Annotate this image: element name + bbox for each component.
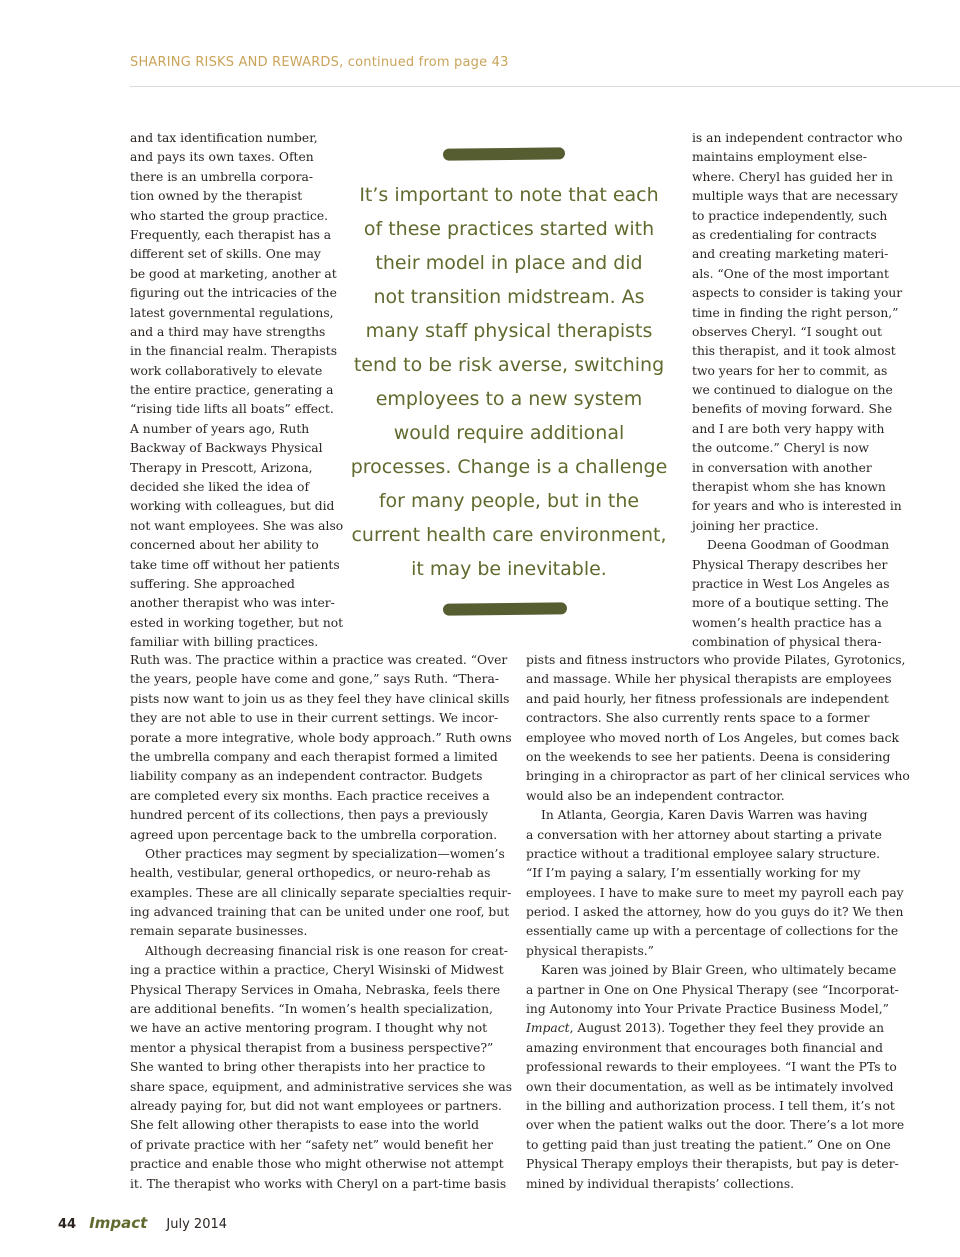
body-text-line: in the financial realm. Therapists	[130, 344, 338, 359]
body-text-line: for years and who is interested in	[692, 499, 902, 514]
body-text-line: Physical Therapy describes her	[692, 557, 888, 572]
body-text-line: Physical Therapy Services in Omaha, Nebraska, feels there	[130, 982, 501, 997]
body-text-line: already paying for, but did not want employees or partners.	[130, 1098, 502, 1113]
header-title: SHARING RISKS AND REWARDS,	[130, 55, 344, 70]
pull-quote-line: it may be inevitable.	[411, 558, 607, 580]
body-text-line: She wanted to bring other therapists into her practice to	[130, 1060, 486, 1075]
body-text-line: benefits of moving forward. She	[692, 402, 893, 417]
issue-date: July 2014	[166, 1217, 228, 1232]
pull-quote	[344, 178, 674, 586]
body-text-line: and massage. While her physical therapists are employees	[526, 672, 892, 687]
body-text-line: concerned about her ability to	[130, 538, 319, 553]
body-text-line: decided she liked the idea of	[130, 480, 310, 495]
body-text-line: multiple ways that are necessary	[692, 189, 898, 204]
body-text-line: observes Cheryl. “I sought out	[692, 324, 882, 339]
body-text-line: as credentialing for contracts	[692, 227, 877, 242]
body-text-line: health, vestibular, general orthopedics, or neuro-rehab as	[130, 866, 491, 881]
body-text-line: two years for her to commit, as	[692, 363, 888, 378]
pull-quote-line: of these practices started with	[363, 218, 655, 240]
body-text-line: another therapist who was inter-	[130, 596, 335, 611]
body-text-line: and a third may have strengths	[130, 324, 326, 339]
body-text-line: practice in West Los Angeles as	[692, 576, 890, 591]
header-continued: continued from page 43	[347, 55, 509, 70]
body-text-line: where. Cheryl has guided her in	[692, 169, 893, 184]
pull-quote-brush-top	[443, 147, 565, 160]
body-text-line: latest governmental regulations,	[130, 305, 334, 320]
body-text-line: and paid hourly, her fitness professionals are independent	[526, 691, 889, 706]
body-text-line: and tax identification number,	[130, 131, 318, 145]
body-text-line: on the weekends to see her patients. Deena is considering	[526, 749, 891, 764]
body-text-line: amazing environment that encourages both financial and	[526, 1040, 883, 1055]
body-text-line: ing Autonomy into Your Private Practice Business Model,”	[526, 1002, 889, 1017]
body-text-line: remain separate businesses.	[130, 924, 308, 939]
pull-quote-line: processes. Change is a challenge	[350, 456, 668, 478]
body-text-line: Deena Goodman of Goodman	[707, 538, 890, 553]
page-footer	[58, 1213, 227, 1232]
body-text-line: ing advanced training that can be united under one roof, but	[130, 905, 510, 920]
body-text-line: over when the patient walks out the door. There’s a lot more	[526, 1118, 905, 1133]
body-text-line: combination of physical thera-	[692, 635, 882, 650]
body-text-line: we continued to dialogue on the	[692, 383, 893, 398]
body-text-line: employee who moved north of Los Angeles, but comes back	[526, 730, 899, 745]
body-text-line: and I are both very happy with	[692, 421, 885, 436]
body-text-line: and pays its own taxes. Often	[130, 150, 314, 165]
body-text-line: the outcome.” Cheryl is now	[692, 441, 869, 456]
body-text-line: suffering. She approached	[130, 576, 295, 591]
body-text-line: liability company as an independent contractor. Budgets	[130, 769, 483, 784]
column-right-bottom	[526, 651, 910, 1194]
body-text-line: women’s health practice has a	[692, 615, 882, 630]
body-text-line: She felt allowing other therapists to ease into the world	[130, 1118, 479, 1133]
pull-quote-line: It’s important to note that each	[359, 184, 659, 206]
pull-quote-brush-bottom	[443, 602, 567, 615]
body-text-line: are additional benefits. “In women’s health specialization,	[130, 1002, 493, 1017]
body-text-line: tion owned by the therapist	[130, 189, 303, 204]
body-text-line: joining her practice.	[692, 518, 819, 533]
body-text-line: be good at marketing, another at	[130, 266, 337, 281]
pull-quote-line: their model in place and did	[375, 252, 643, 274]
body-text-line: the umbrella company and each therapist formed a limited	[130, 749, 498, 764]
body-text-line: are completed every six months. Each practice receives a	[130, 788, 490, 803]
body-text-line: als. “One of the most important	[692, 266, 889, 281]
body-text-line: period. I asked the attorney, how do you guys do it? We then	[526, 905, 904, 920]
pull-quote-line: current health care environment,	[351, 524, 667, 546]
body-text-line: we have an active mentoring program. I thought why not	[130, 1021, 488, 1036]
body-text-line: pists and fitness instructors who provide Pilates, Gyrotonics,	[526, 653, 906, 667]
body-text-line: to getting paid than just treating the patient.” One on One	[526, 1137, 891, 1152]
column-left-top	[130, 129, 343, 653]
body-text-line: aspects to consider is taking your	[692, 286, 903, 301]
body-text-line: “rising tide lifts all boats” effect.	[130, 402, 334, 417]
body-text-line: a partner in One on One Physical Therapy (see “Incorporat-	[526, 982, 899, 997]
body-text-line: mined by individual therapists’ collections.	[526, 1176, 795, 1191]
body-text-line: who started the group practice.	[130, 208, 329, 223]
body-text-line: ested in working together, but not	[130, 615, 344, 630]
body-text-line: Ruth was. The practice within a practice was created. “Over	[130, 653, 508, 667]
body-text-line: practice without a traditional employee salary structure.	[526, 846, 881, 861]
pull-quote-line: not transition midstream. As	[373, 286, 645, 308]
body-text-line: Backway of Backways Physical	[130, 441, 323, 456]
body-text-line: ing a practice within a practice, Cheryl Wisinski of Midwest	[130, 963, 504, 978]
body-text-line: contractors. She also currently rents space to a former	[526, 711, 870, 726]
body-text-line: to practice independently, such	[692, 208, 888, 223]
body-text-line: take time off without her patients	[130, 557, 340, 572]
pull-quote-line: for many people, but in the	[378, 490, 640, 512]
body-text-line: A number of years ago, Ruth	[130, 421, 310, 436]
pull-quote-line: employees to a new system	[375, 388, 643, 410]
body-text-line: physical therapists.”	[526, 943, 654, 958]
running-header	[130, 55, 509, 70]
body-text-line: time in finding the right person,”	[692, 305, 899, 320]
body-text-line: the entire practice, generating a	[130, 383, 334, 398]
body-text-line: practice and enable those who might otherwise not attempt	[130, 1157, 504, 1172]
body-text-line: In Atlanta, Georgia, Karen Davis Warren was having	[541, 808, 868, 823]
body-text-line: agreed upon percentage back to the umbrella corporation.	[130, 827, 498, 842]
body-text-line: there is an umbrella corpora-	[130, 169, 314, 184]
page-number: 44	[58, 1217, 77, 1232]
body-text-line: more of a boutique setting. The	[692, 596, 889, 611]
body-text-line: employees. I have to make sure to meet my payroll each pay	[526, 885, 904, 900]
body-text-line: would also be an independent contractor.	[526, 788, 785, 803]
body-text-line: hundred percent of its collections, then pays a previously	[130, 808, 489, 823]
column-left-bottom	[130, 651, 512, 1194]
body-text-line: in conversation with another	[692, 460, 872, 475]
body-text-line: familiar with billing practices.	[130, 635, 319, 650]
body-text-line: Although decreasing financial risk is one reason for creat-	[145, 943, 508, 958]
body-text-line: it. The therapist who works with Cheryl on a part-time basis	[130, 1176, 507, 1191]
body-text-line: Other practices may segment by specialization—women’s	[145, 846, 505, 861]
body-text-line: and creating marketing materi-	[692, 247, 889, 262]
magazine-name: Impact	[89, 1214, 148, 1232]
body-text-line: share space, equipment, and administrative services she was	[130, 1079, 513, 1094]
body-text-line: the years, people have come and gone,” says Ruth. “Thera-	[130, 672, 499, 687]
body-text-line: is an independent contractor who	[692, 131, 903, 145]
body-text-line: “If I’m paying a salary, I’m essentially working for my	[526, 866, 861, 881]
body-text-line: bringing in a chiropractor as part of her clinical services who	[526, 769, 910, 784]
pull-quote-line: would require additional	[393, 422, 625, 444]
body-text-line: Karen was joined by Blair Green, who ultimately became	[541, 963, 897, 978]
body-text-line: a conversation with her attorney about starting a private	[526, 827, 882, 842]
pull-quote-line: many staff physical therapists	[365, 320, 653, 342]
body-text-line: essentially came up with a percentage of collections for the	[526, 924, 899, 939]
body-text-line: examples. These are all clinically separate specialties requir-	[130, 885, 512, 900]
body-text-line: Therapy in Prescott, Arizona,	[130, 460, 313, 475]
body-text-line: porate a more integrative, whole body approach.” Ruth owns	[130, 730, 512, 745]
body-text-line: professional rewards to their employees. “I want the PTs to	[526, 1060, 897, 1075]
body-text-line: in the billing and authorization process. I tell them, it’s not	[526, 1098, 895, 1113]
body-text-line: own their documentation, as well as be intimately involved	[526, 1079, 894, 1094]
body-text-line: mentor a physical therapist from a business perspective?”	[130, 1040, 494, 1055]
body-text-line: Frequently, each therapist has a	[130, 227, 332, 242]
header-divider	[130, 86, 960, 87]
body-text-line: working with colleagues, but did	[130, 499, 335, 514]
body-text-line: different set of skills. One may	[130, 247, 321, 262]
body-text-line: of private practice with her “safety net” would benefit her	[130, 1137, 494, 1152]
body-text-line: they are not able to use in their current settings. We incor-	[130, 711, 499, 726]
body-text-line: not want employees. She was also	[130, 518, 344, 533]
body-text-line: pists now want to join us as they feel they have clinical skills	[130, 691, 510, 706]
body-text-line: therapist whom she has known	[692, 480, 886, 495]
column-right-top	[692, 129, 903, 653]
body-text-line: Impact, August 2013). Together they feel they provide an	[526, 1021, 885, 1036]
body-text-line: this therapist, and it took almost	[692, 344, 896, 359]
body-text-line: figuring out the intricacies of the	[130, 286, 337, 301]
body-text-line: maintains employment else-	[692, 150, 867, 165]
body-text-line: Physical Therapy employs their therapists, but pay is deter-	[526, 1157, 899, 1172]
body-text-line: work collaboratively to elevate	[130, 363, 323, 378]
pull-quote-line: tend to be risk averse, switching	[353, 354, 665, 376]
